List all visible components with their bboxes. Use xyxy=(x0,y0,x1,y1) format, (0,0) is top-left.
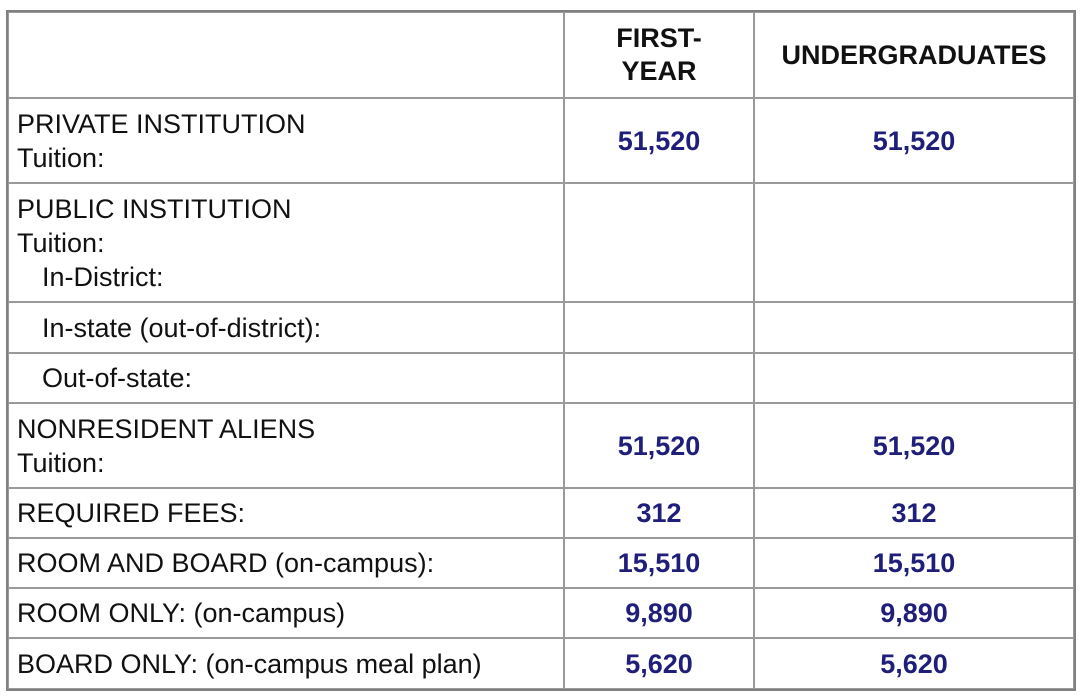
first-year-value xyxy=(564,302,754,353)
table-row xyxy=(8,403,1074,488)
row-label-line: PUBLIC INSTITUTION xyxy=(17,193,292,224)
first-year-value: 51,520 xyxy=(564,98,754,183)
table-row xyxy=(8,488,1074,538)
table-row xyxy=(8,588,1074,638)
row-label xyxy=(8,403,564,488)
first-year-value: 5,620 xyxy=(564,638,754,689)
header-row xyxy=(8,12,1074,98)
cost-table xyxy=(6,10,1076,691)
row-label xyxy=(8,183,564,302)
undergrad-value xyxy=(754,302,1074,353)
row-label-line: PRIVATE INSTITUTION xyxy=(17,108,306,139)
header-first-year-line-1: FIRST- xyxy=(616,23,702,53)
table-row xyxy=(8,638,1074,689)
row-label xyxy=(8,302,564,353)
row-label-line: In-state (out-of-district): xyxy=(42,312,322,343)
first-year-value xyxy=(564,353,754,403)
first-year-value: 312 xyxy=(564,488,754,538)
table-row xyxy=(8,353,1074,403)
undergrad-value: 51,520 xyxy=(754,403,1074,488)
undergrad-value: 9,890 xyxy=(754,588,1074,638)
first-year-value: 15,510 xyxy=(564,538,754,588)
row-label-line: Out-of-state: xyxy=(42,363,193,393)
first-year-value xyxy=(564,183,754,302)
row-label xyxy=(8,638,564,689)
header-undergraduates: UNDERGRADUATES xyxy=(754,12,1074,98)
first-year-value: 9,890 xyxy=(564,588,754,638)
undergrad-value: 312 xyxy=(754,488,1074,538)
table-row xyxy=(8,98,1074,183)
undergrad-value: 51,520 xyxy=(754,98,1074,183)
header-first-year xyxy=(564,12,754,98)
table-row xyxy=(8,302,1074,353)
row-label xyxy=(8,538,564,588)
undergrad-value xyxy=(754,353,1074,403)
row-label-line: Tuition: xyxy=(17,227,105,258)
undergrad-value xyxy=(754,183,1074,302)
row-label-line: REQUIRED FEES: xyxy=(17,498,246,528)
row-label-line: In-District: xyxy=(42,261,164,292)
row-label-line: Tuition: xyxy=(17,447,105,478)
header-first-year-line-2: YEAR xyxy=(621,56,697,86)
row-label xyxy=(8,98,564,183)
undergrad-value: 5,620 xyxy=(754,638,1074,689)
row-label xyxy=(8,488,564,538)
row-label xyxy=(8,353,564,403)
row-label-line: ROOM AND BOARD (on-campus): xyxy=(17,548,435,578)
row-label xyxy=(8,588,564,638)
undergrad-value: 15,510 xyxy=(754,538,1074,588)
table-row xyxy=(8,183,1074,302)
first-year-value: 51,520 xyxy=(564,403,754,488)
header-empty-cell xyxy=(8,12,564,98)
row-label-line: BOARD ONLY: (on-campus meal plan) xyxy=(17,648,482,679)
row-label-line: ROOM ONLY: (on-campus) xyxy=(17,598,346,628)
row-label-line: NONRESIDENT ALIENS xyxy=(17,413,316,444)
table-row xyxy=(8,538,1074,588)
row-label-line: Tuition: xyxy=(17,142,105,173)
